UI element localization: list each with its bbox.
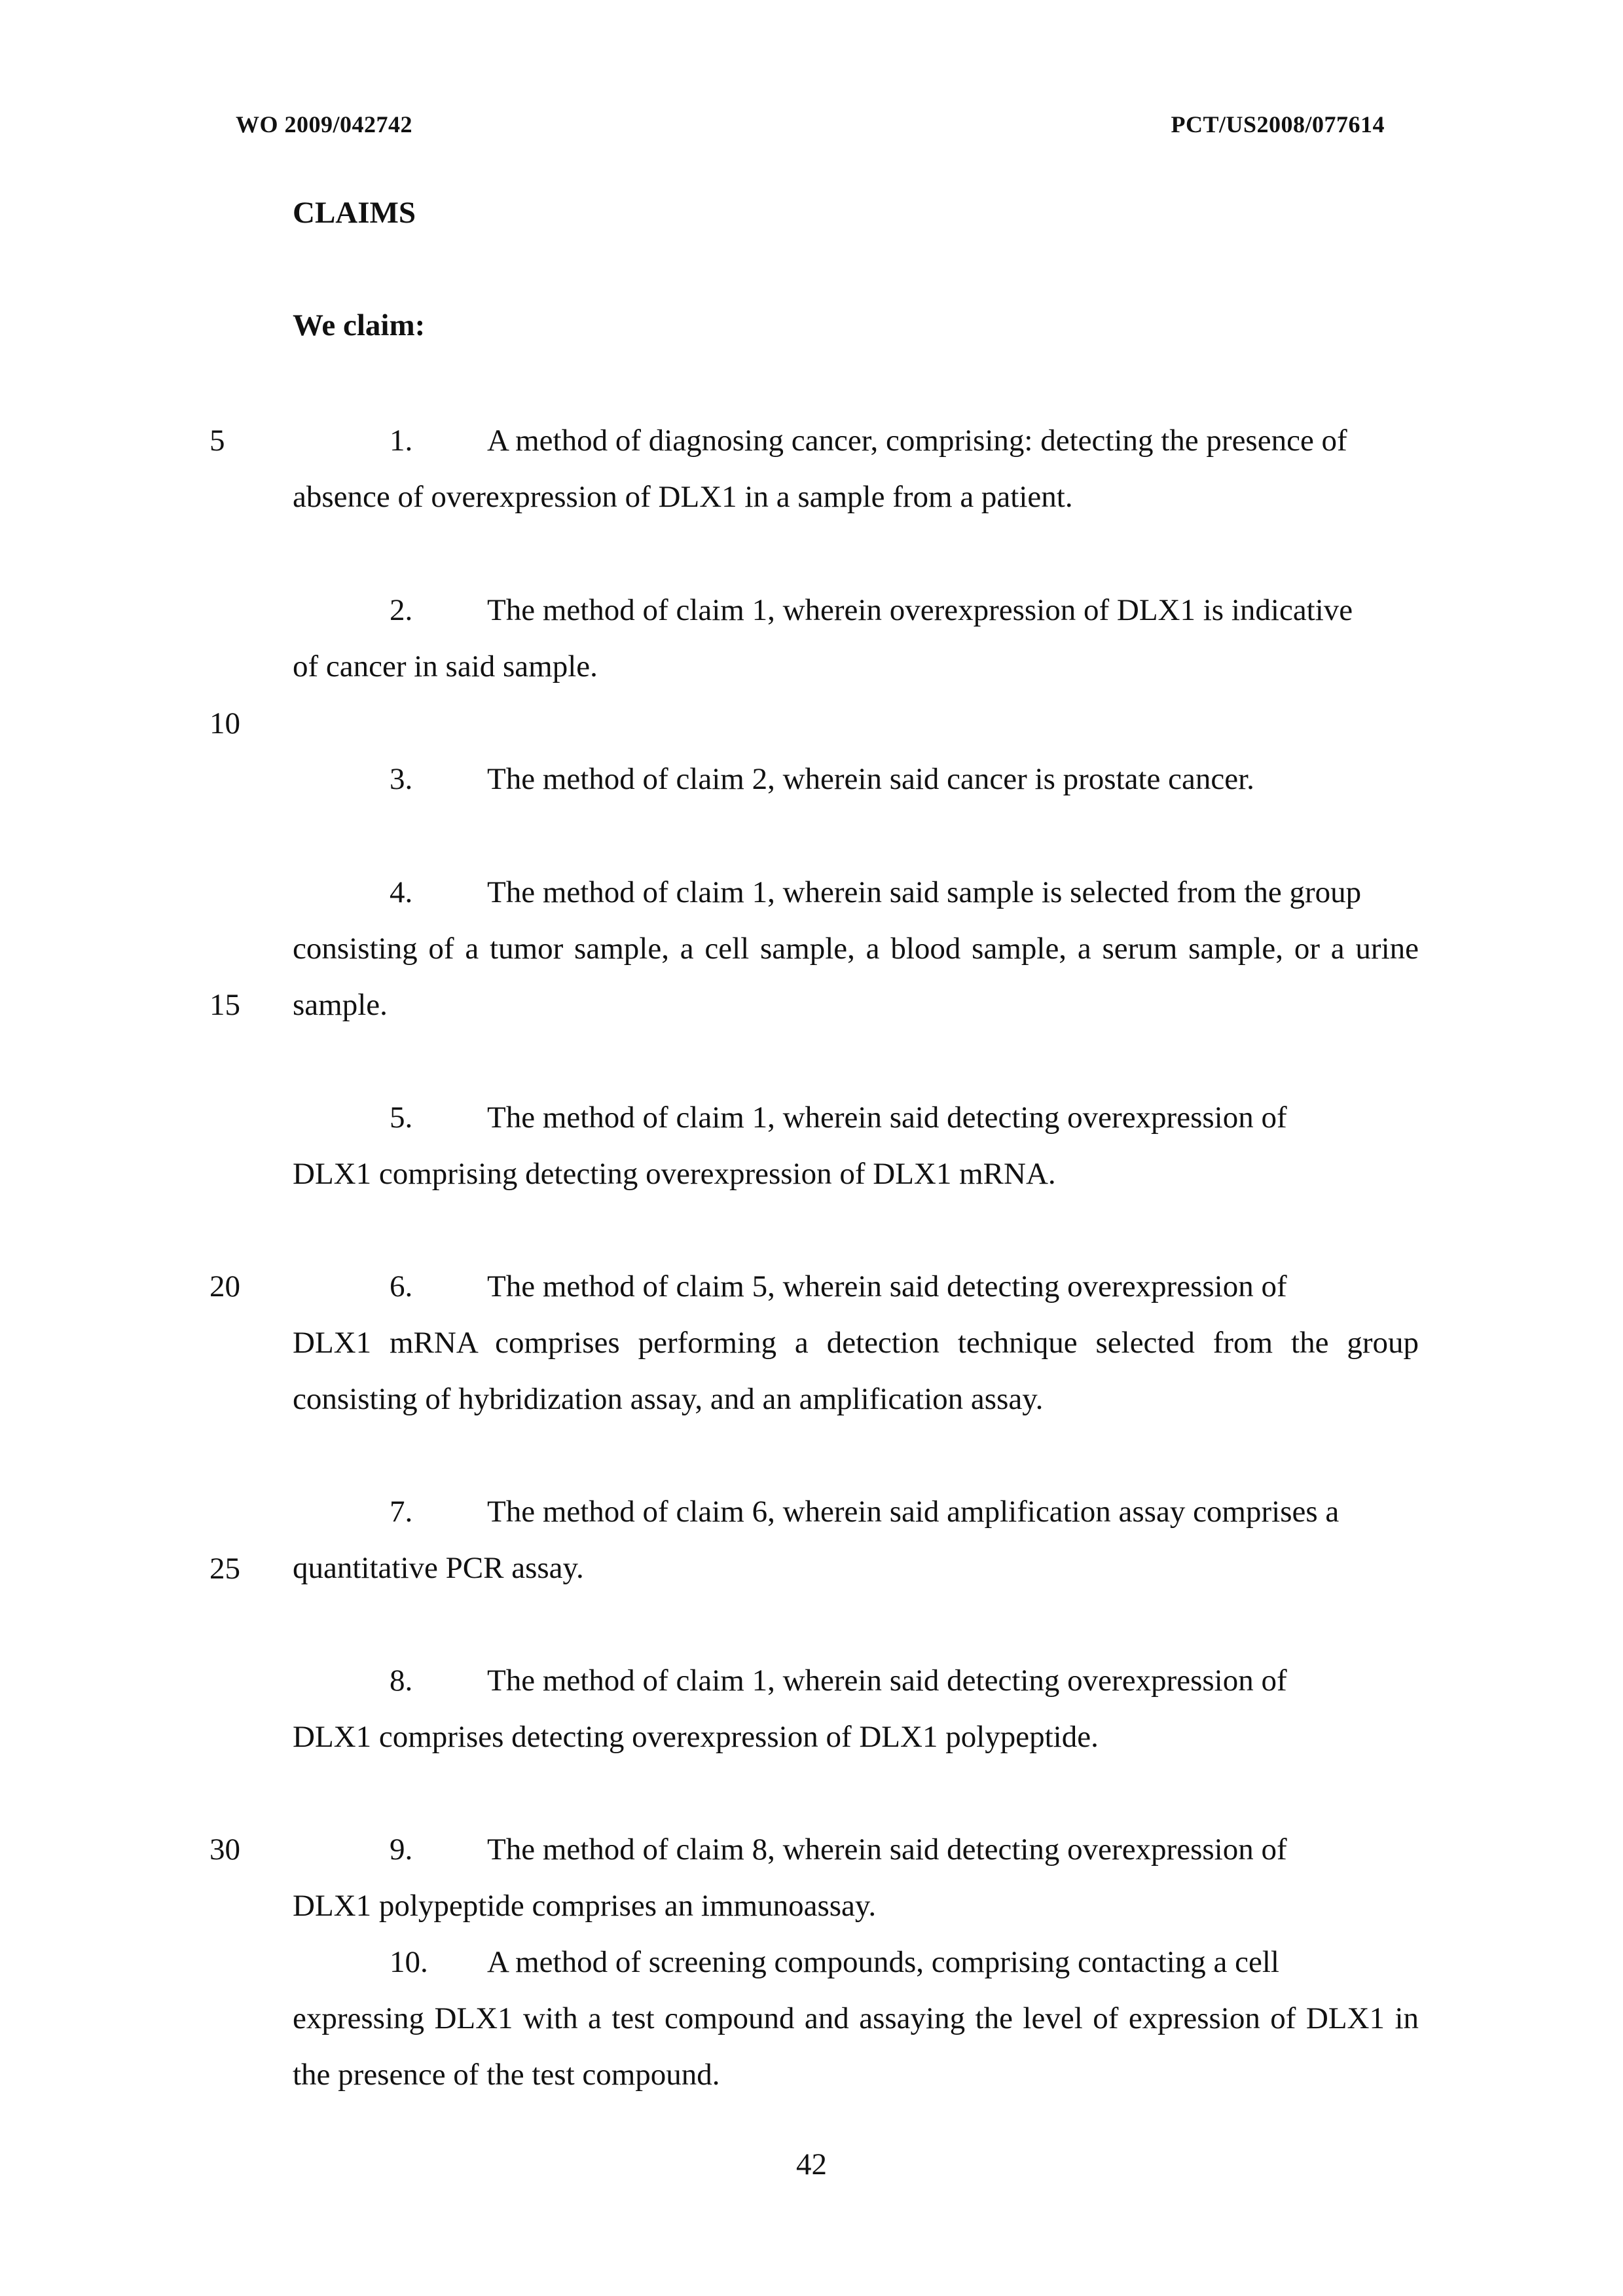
- line-number: 30: [210, 1832, 240, 1867]
- section-title: CLAIMS: [293, 196, 416, 230]
- claim-number: 2.: [390, 593, 413, 627]
- claim-text: The method of claim 8, wherein said detecting overexpression of: [487, 1832, 1287, 1867]
- claims-intro: We claim:: [293, 308, 426, 342]
- claim-number: 5.: [390, 1101, 413, 1135]
- application-number: PCT/US2008/077614: [1171, 111, 1385, 137]
- claim-text: The method of claim 1, wherein overexpression of DLX1 is indicative: [487, 593, 1353, 627]
- claim-8: [293, 1652, 1419, 1765]
- claim-text-continued: DLX1 polypeptide comprises an immunoassay.: [293, 1889, 877, 1923]
- claim-text-continued: DLX1 comprises detecting overexpression of DLX1 polypeptide.: [293, 1720, 1099, 1754]
- claim-text-continued: absence of overexpression of DLX1 in a sample from a patient.: [293, 480, 1073, 514]
- claim-text: The method of claim 2, wherein said cancer is prostate cancer.: [487, 762, 1254, 796]
- claim-9: [293, 1821, 1419, 1934]
- claim-text-continued: of cancer in said sample.: [293, 649, 598, 683]
- claim-text: The method of claim 1, wherein said detecting overexpression of: [487, 1101, 1287, 1135]
- claim-text: The method of claim 5, wherein said detecting overexpression of: [487, 1269, 1287, 1303]
- claim-text: A method of diagnosing cancer, comprising: detecting the presence of: [487, 424, 1347, 458]
- claim-2: [293, 582, 1419, 695]
- claim-6: [293, 1258, 1419, 1427]
- line-number: 10: [210, 706, 240, 740]
- line-number: 5: [210, 424, 225, 458]
- claim-3: [293, 751, 1419, 807]
- claim-5: [293, 1089, 1419, 1202]
- claim-text-continued: expressing DLX1 with a test compound and assaying the level of expression of DLX1 in the presence of the test compound.: [293, 2001, 1419, 2092]
- publication-number: WO 2009/042742: [236, 111, 413, 137]
- claim-number: 6.: [390, 1269, 413, 1303]
- claim-7: [293, 1484, 1419, 1596]
- claim-1: [293, 412, 1419, 525]
- claim-10: [293, 1934, 1419, 2103]
- claim-number: 8.: [390, 1664, 413, 1698]
- claim-number: 9.: [390, 1832, 413, 1867]
- claim-number: 7.: [390, 1495, 413, 1529]
- line-number: 15: [210, 988, 240, 1022]
- claim-text: The method of claim 1, wherein said sample is selected from the group: [487, 875, 1362, 909]
- claim-text-continued: DLX1 mRNA comprises performing a detection technique selected from the group consisting of hybridization assay, and an amplification assay.: [293, 1326, 1419, 1416]
- claim-4: [293, 864, 1419, 1033]
- claim-text-continued: consisting of a tumor sample, a cell sample, a blood sample, a serum sample, or a urine sample.: [293, 932, 1419, 1022]
- claim-number: 10.: [390, 1945, 428, 1979]
- claim-number: 3.: [390, 762, 413, 796]
- claim-text: The method of claim 6, wherein said amplification assay comprises a: [487, 1495, 1340, 1529]
- claim-text: The method of claim 1, wherein said detecting overexpression of: [487, 1664, 1287, 1698]
- page-number: 42: [796, 2147, 827, 2181]
- claim-text-continued: DLX1 comprising detecting overexpression of DLX1 mRNA.: [293, 1157, 1056, 1191]
- claim-number: 4.: [390, 875, 413, 909]
- claim-number: 1.: [390, 424, 413, 458]
- claim-text: A method of screening compounds, comprising contacting a cell: [487, 1945, 1279, 1979]
- line-number: 20: [210, 1269, 240, 1303]
- line-number: 25: [210, 1552, 240, 1586]
- claim-text-continued: quantitative PCR assay.: [293, 1551, 584, 1585]
